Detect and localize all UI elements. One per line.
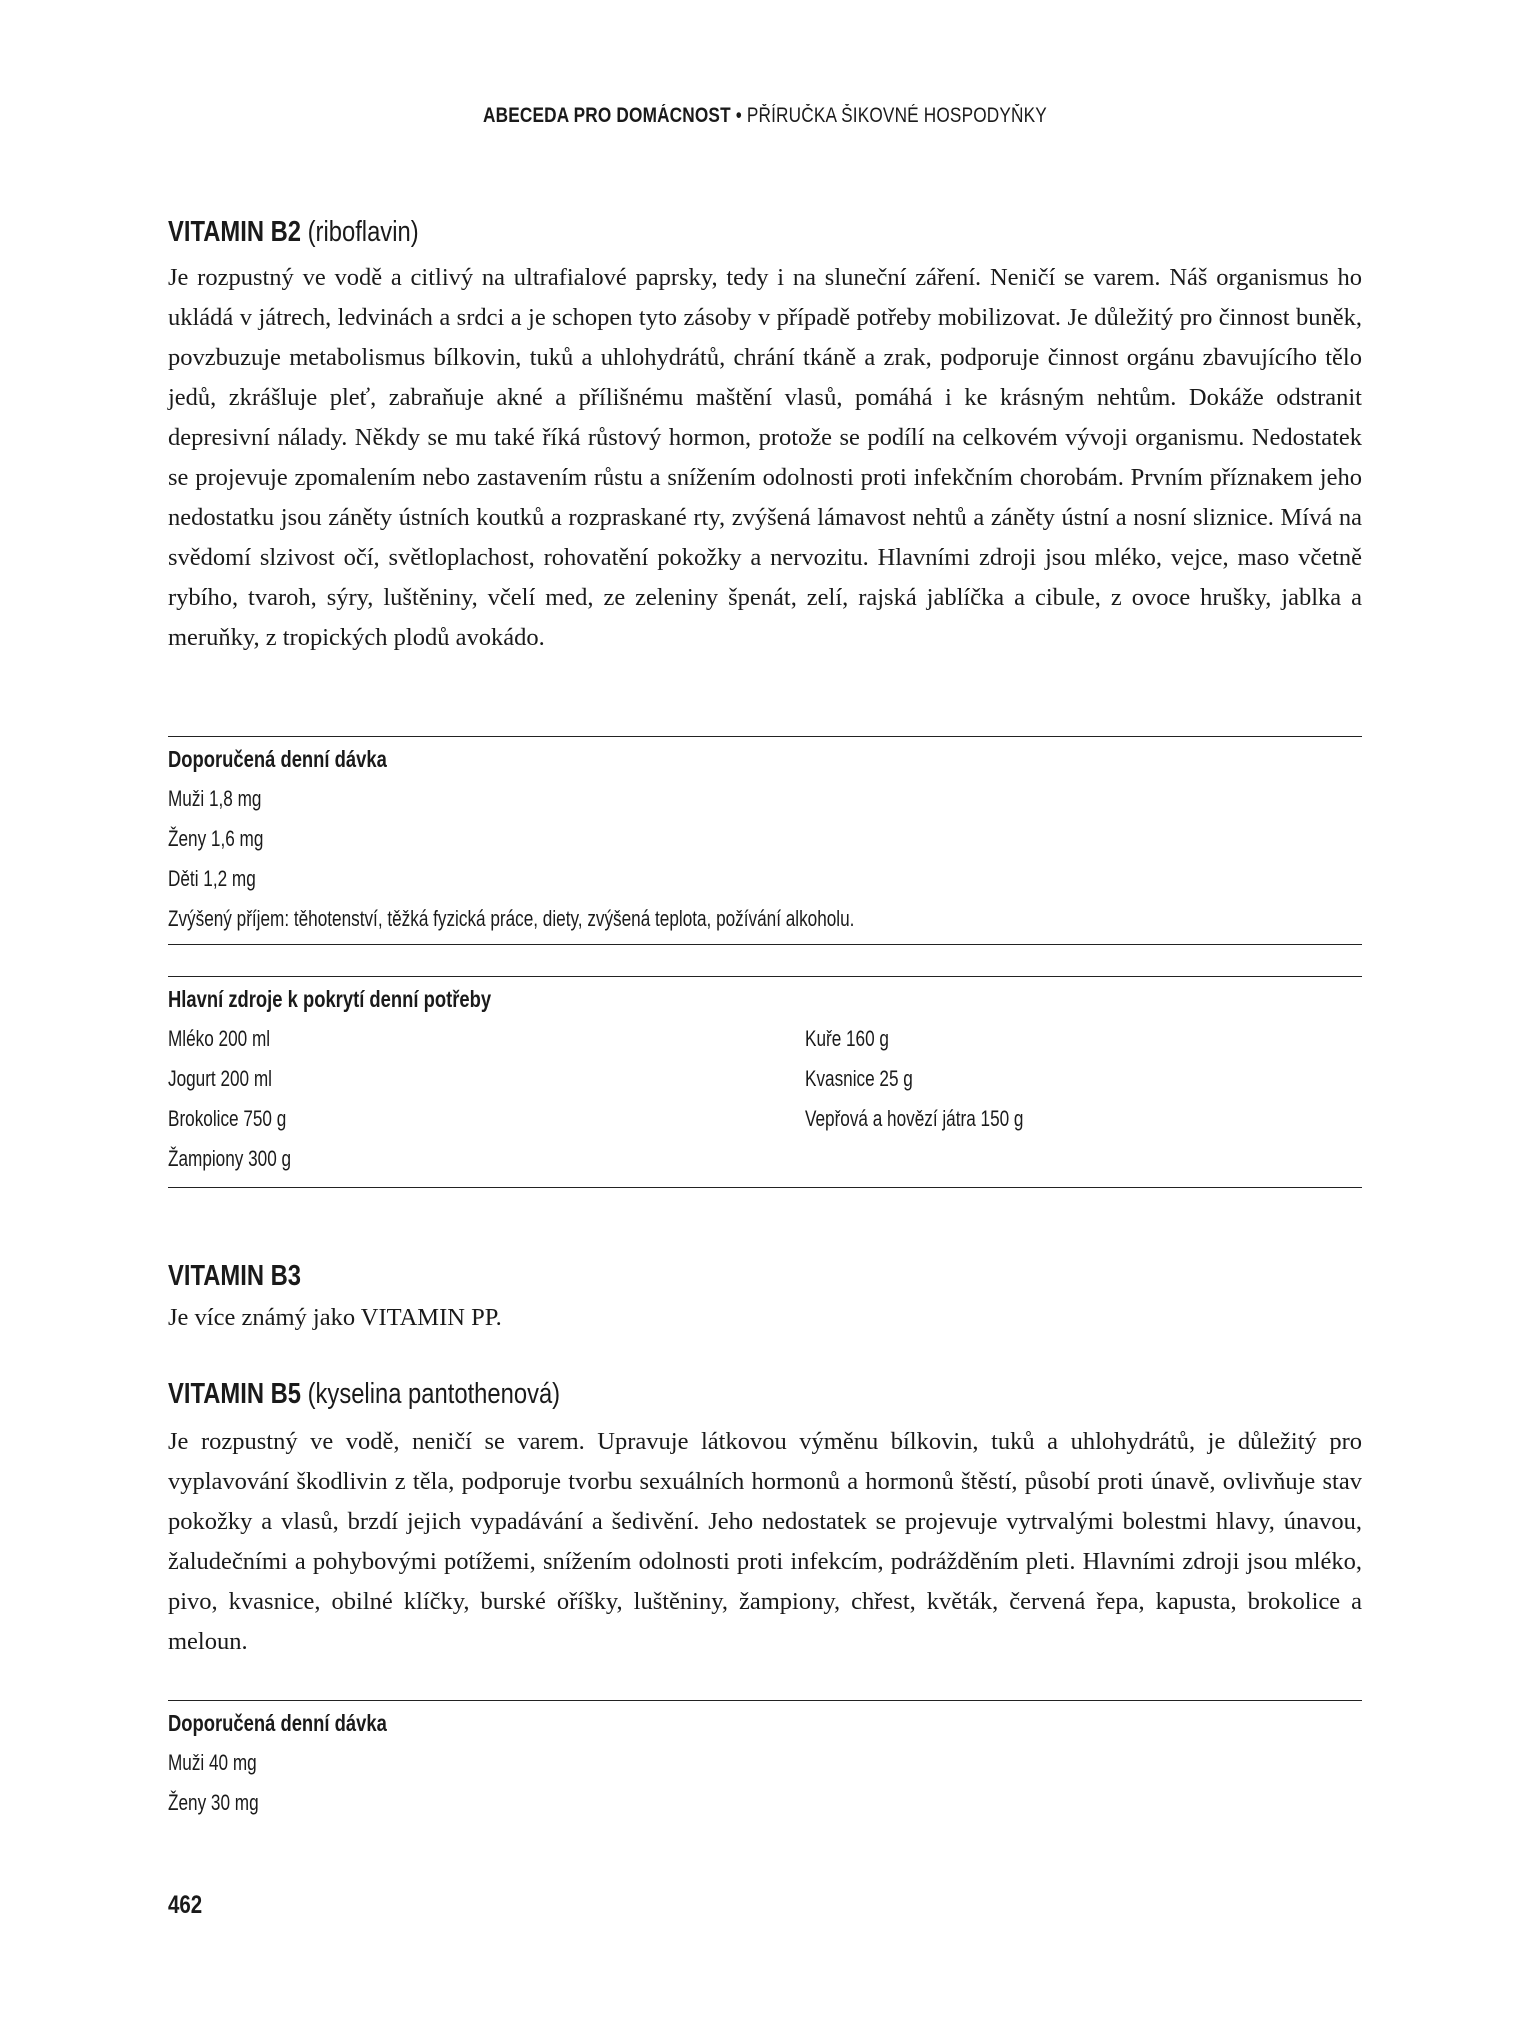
vitamin-b2-sources-right: [805, 1019, 1085, 1139]
running-head-separator: •: [735, 104, 742, 127]
vitamin-b5-paragraph: Je rozpustný ve vodě, neničí se varem. Upravuje látkovou výměnu bílkovin, tuků a uhlohydrátů, je důležitý pro vyplavování škodlivin z těla, podporuje tvorbu sexuálních hormonů a hormonů štěstí, působí proti únavě, ovlivňuje stav pokožky a vlasů, brzdí jejich vypadávání a šedivění. Jeho nedostatek se projevuje vytrvalými bolestmi hlavy, únavou, žaludečními a pohybovými potížemi, snížením odolnosti proti infekcím, podrážděním pleti. Hlavními zdroji jsou mléko, pivo, kvasnice, obilné klíčky, burské oříšky, luštěniny, žampiony, chřest, květák, červená řepa, kapusta, brokolice a meloun.: [168, 1428, 1362, 1655]
vitamin-b2-sources-title: Hlavní zdroje k pokrytí denní potřeby: [168, 986, 492, 1012]
source-item: Brokolice 750 g: [168, 1106, 287, 1131]
running-head: [275, 104, 1254, 128]
page: [168, 0, 1362, 2023]
vitamin-b2-dose-note: Zvýšený příjem: těhotenství, těžká fyzická práce, diety, zvýšená teplota, požívání alkoholu.: [168, 906, 855, 931]
vitamin-b2-name: VITAMIN B2: [168, 216, 302, 248]
vitamin-b5-dose-title: Doporučená denní dávka: [168, 1710, 387, 1736]
vitamin-b5-dose-box: [168, 1700, 1362, 1823]
vitamin-b5-subname: (kyselina pantothenová): [307, 1378, 561, 1410]
source-item: Jogurt 200 ml: [168, 1066, 272, 1091]
page-number: 462: [168, 1891, 203, 1919]
vitamin-b2-sources-left: [168, 1019, 326, 1179]
source-item: Vepřová a hovězí játra 150 g: [805, 1106, 1024, 1131]
vitamin-b2-subname: (riboflavin): [307, 216, 419, 248]
vitamin-b3-heading: [168, 1260, 301, 1293]
vitamin-b5-heading: [168, 1378, 560, 1411]
vitamin-b5-dose-line: Muži 40 mg: [168, 1750, 257, 1775]
source-item: Kuře 160 g: [805, 1026, 889, 1051]
vitamin-b2-dose-line: Ženy 1,6 mg: [168, 826, 264, 851]
vitamin-b5-name: VITAMIN B5: [168, 1378, 302, 1410]
vitamin-b2-sources-box: [168, 976, 1362, 1188]
vitamin-b3-paragraph: Je více známý jako VITAMIN PP.: [168, 1304, 502, 1331]
vitamin-b2-dose-divider: [168, 944, 1362, 945]
vitamin-b3-name: VITAMIN B3: [168, 1260, 302, 1292]
vitamin-b2-paragraph: Je rozpustný ve vodě a citlivý na ultrafialové paprsky, tedy i na sluneční záření. Neničí se varem. Náš organismus ho ukládá v játrech, ledvinách a srdci a je schopen tyto zásoby v případě potřeby mobilizovat. Je důležitý pro činnost buněk, povzbuzuje metabolismus bílkovin, tuků a uhlohydrátů, chrání tkáně a zrak, podporuje činnost orgánu zbavujícího tělo jedů, zkrášluje pleť, zabraňuje akné a přílišnému maštění vlasů, pomáhá i ke krásným nehtům. Dokáže odstranit depresivní nálady. Někdy se mu také říká růstový hormon, protože se podílí na celkovém vývoji organismu. Nedostatek se projevuje zpomalením nebo zastavením růstu a snížením odolnosti proti infekčním chorobám. Prvním příznakem jeho nedostatku jsou záněty ústních koutků a rozpraskané rty, zvýšená lámavost nehtů a záněty ústní a nosní sliznice. Mívá na svědomí slzivost očí, světloplachost, rohovatění pokožky a nervozitu. Hlavními zdroji jsou mléko, vejce, maso včetně rybího, tvaroh, sýry, luštěniny, včelí med, ze zeleniny špenát, zelí, rajská jablíčka a cibule, z ovoce hrušky, jablka a meruňky, z tropických plodů avokádo.: [168, 264, 1362, 651]
source-item: Mléko 200 ml: [168, 1026, 271, 1051]
vitamin-b2-heading: [168, 216, 419, 249]
vitamin-b2-dose-line: Muži 1,8 mg: [168, 786, 262, 811]
running-head-subtitle: PŘÍRUČKA ŠIKOVNÉ HOSPODYŇKY: [746, 104, 1047, 127]
vitamin-b5-dose-line: Ženy 30 mg: [168, 1790, 259, 1815]
vitamin-b2-dose-line: Děti 1,2 mg: [168, 866, 256, 891]
vitamin-b2-dose-title: Doporučená denní dávka: [168, 746, 387, 772]
source-item: Žampiony 300 g: [168, 1146, 292, 1171]
vitamin-b2-dose-box: [168, 736, 1362, 939]
source-item: Kvasnice 25 g: [805, 1066, 913, 1091]
running-head-book-title: ABECEDA PRO DOMÁCNOST: [483, 104, 731, 127]
